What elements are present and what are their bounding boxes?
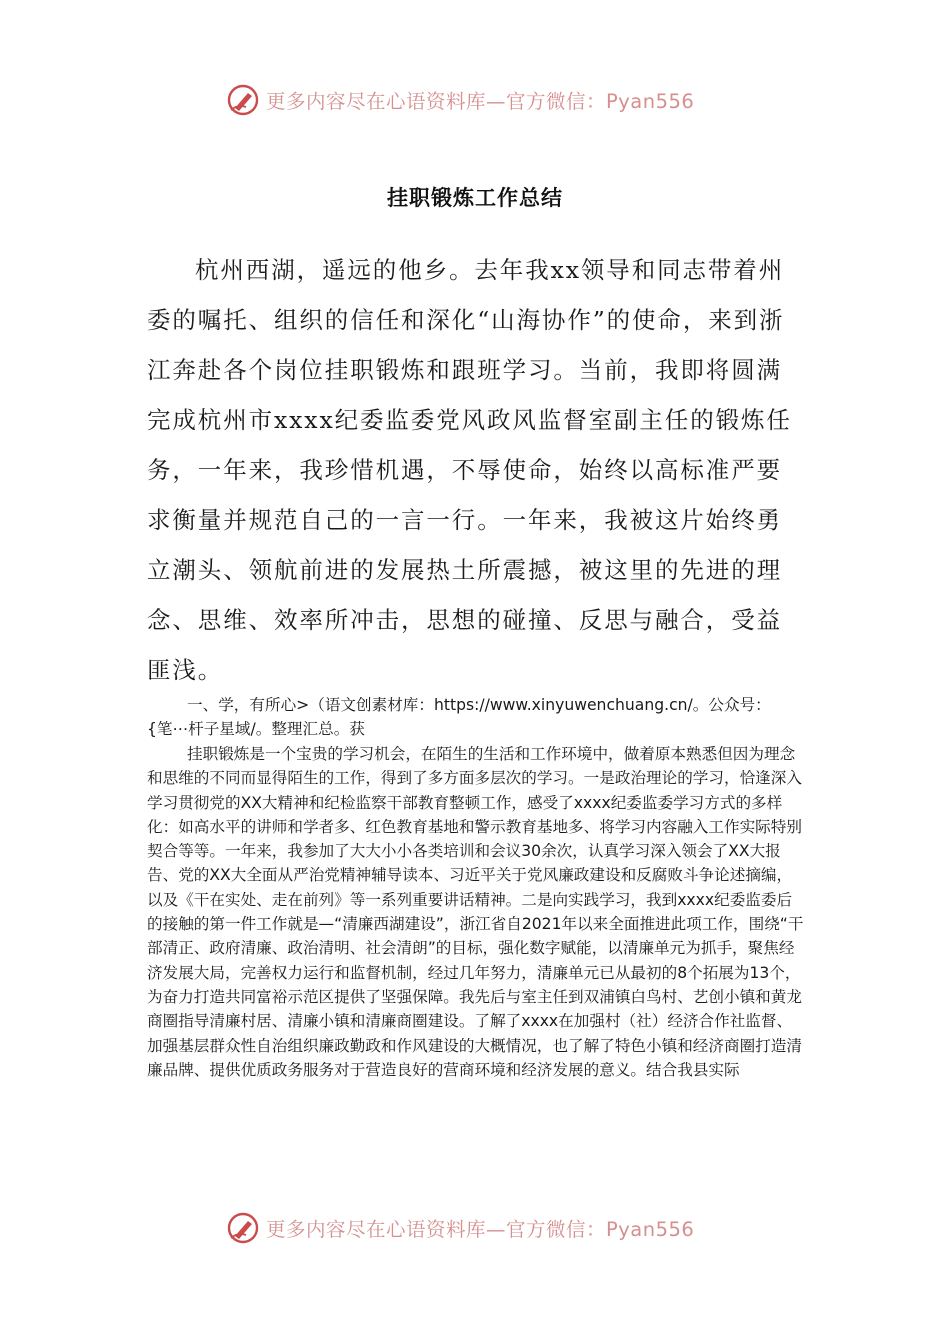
page-title: 挂职锻炼工作总结: [387, 186, 563, 210]
pen-circle-icon: [226, 83, 260, 117]
intro-paragraph: 杭州西湖，遥远的他乡。去年我xx领导和同志带着州委的嘱托、组织的信任和深化“山海协作”的使命，来到浙江奔赴各个岗位挂职锻炼和跟班学习。当前，我即将圆满完成杭州市xxxx纪委监委党风政风监督室副主任的锻炼任务，一年来，我珍惜机遇，不辱使命，始终以高标准严要求衡量并规范自己的一言一行。一年来，我被这片始终勇立潮头、领航前进的发展热土所震撼，被这里的先进的理念、思维、效率所冲击，思想的碰撞、反思与融合，受益匪浅。: [147, 256, 792, 684]
section-heading: 一、学，有所心>（语文创素材库：https://www.xinyuwenchuang.cn/。公众号：{笔⋯杆子星域/。整理汇总。获: [147, 696, 771, 739]
header-banner-text: 更多内容尽在心语资料库—官方微信：Pyan556: [266, 90, 695, 113]
footer-banner: [226, 1208, 746, 1248]
header-banner: [226, 80, 746, 120]
body-paragraph: 挂职锻炼是一个宝贵的学习机会，在陌生的生活和工作环境中，做着原本熟悉但因为理念和思维的不同而显得陌生的工作，得到了多方面多层次的学习。一是政治理论的学习，恰逢深入学习贯彻党的XX大精神和纪检监察干部教育整顿工作，感受了xxxx纪委监委学习方式的多样化：如高水平的讲师和学者多、红色教育基地和警示教育基地多、将学习内容融入工作实际特别契合等等。一年来，我参加了大大小小各类培训和会议30余次，认真学习深入领会了XX大报告、党的XX大全面从严治党精神辅导读本、习近平关于党风廉政建设和反腐败斗争论述摘编，以及《干在实处、走在前列》等一系列重要讲话精神。二是向实践学习，我到xxxx纪委监委后的接触的第一件工作就是—“清廉西湖建设”，浙江省自2021年以来全面推进此项工作，围绕“干部清正、政府清廉、政治清明、社会清朗”的目标，强化数字赋能，以清廉单元为抓手，聚焦经济发展大局，完善权力运行和监督机制，经过几年努力，清廉单元已从最初的8个拓展为13个，为奋力打造共同富裕示范区提供了坚强保障。我先后与室主任到双浦镇白鸟村、艺创小镇和黄龙商圈指导清廉村居、清廉小镇和清廉商圈建设。了解了xxxx在加强村（社）经济合作社监督、加强基层群众性自治组织廉政勤政和作风建设的大概情况，也了解了特色小镇和经济商圈打造清廉品牌、提供优质政务服务对于营造良好的营商环境和经济发展的意义。结合我县实际: [147, 745, 804, 1079]
pen-circle-icon: [226, 1211, 260, 1245]
footer-banner-text: 更多内容尽在心语资料库—官方微信：Pyan556: [266, 1218, 695, 1241]
